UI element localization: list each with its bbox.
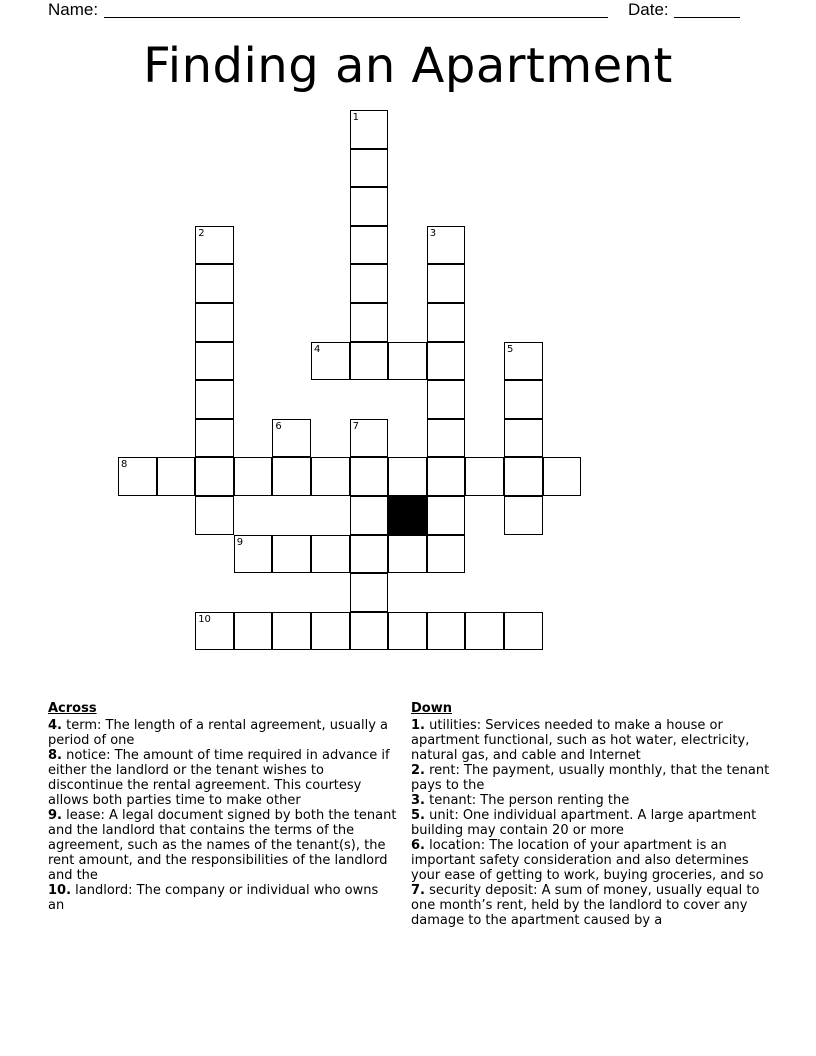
clue-text: notice: The amount of time required in advance if either the landlord or the tenant wishes to discontinue the rental agreement. This courtesy allows both parties time to make other: [48, 748, 390, 808]
clue-number: 2.: [411, 763, 425, 778]
crossword-cell[interactable]: [388, 535, 427, 574]
crossword-cell[interactable]: [350, 149, 389, 188]
crossword-cell[interactable]: [350, 342, 389, 381]
crossword-cell[interactable]: [427, 226, 466, 265]
cell-clue-number: 3: [429, 227, 437, 239]
cell-clue-number: 2: [198, 227, 205, 239]
crossword-cell[interactable]: [350, 110, 389, 149]
crossword-black-cell: [388, 496, 427, 535]
clue-text: lease: A legal document signed by both the tenant and the landlord that contains the terms of the agreement, such as the names of the tenant(s), the rent amount, and the responsibilities of the landlord and the: [48, 808, 397, 883]
crossword-cell[interactable]: [311, 612, 350, 651]
clue-number: 3.: [411, 793, 425, 808]
date-label: Date:: [628, 0, 669, 19]
crossword-cell[interactable]: [157, 457, 196, 496]
crossword-cell[interactable]: [195, 342, 234, 381]
across-clues: [48, 700, 398, 913]
down-clue: [411, 763, 773, 793]
crossword-cell[interactable]: [465, 457, 504, 496]
crossword-cell[interactable]: [311, 535, 350, 574]
crossword-cell[interactable]: [350, 496, 389, 535]
across-clue: [48, 883, 398, 913]
crossword-cell[interactable]: [311, 457, 350, 496]
crossword-cell[interactable]: [427, 535, 466, 574]
crossword-cell[interactable]: [427, 380, 466, 419]
crossword-cell[interactable]: [388, 342, 427, 381]
crossword-cell[interactable]: [195, 496, 234, 535]
crossword-cell[interactable]: [272, 612, 311, 651]
crossword-cell[interactable]: [427, 264, 466, 303]
crossword-cell[interactable]: [195, 264, 234, 303]
crossword-cell[interactable]: [427, 496, 466, 535]
across-clue: [48, 808, 398, 883]
clue-number: 9.: [48, 808, 62, 823]
crossword-cell[interactable]: [504, 496, 543, 535]
crossword-cell[interactable]: [350, 573, 389, 612]
clue-number: 4.: [48, 718, 62, 733]
across-heading: Across: [48, 701, 97, 716]
crossword-cell[interactable]: [195, 380, 234, 419]
crossword-cell[interactable]: [504, 612, 543, 651]
crossword-cell[interactable]: [427, 303, 466, 342]
crossword-cell[interactable]: [427, 457, 466, 496]
clue-number: 8.: [48, 748, 62, 763]
clue-text: utilities: Services needed to make a house or apartment functional, such as hot water, electricity, natural gas, and cable and Internet: [411, 718, 750, 763]
crossword-cell[interactable]: [388, 612, 427, 651]
crossword-cell[interactable]: [504, 457, 543, 496]
clue-text: tenant: The person renting the: [429, 793, 630, 808]
cell-clue-number: 1: [352, 112, 359, 123]
clue-number: 1.: [411, 718, 425, 733]
crossword-cell[interactable]: [427, 419, 466, 458]
crossword-cell[interactable]: [350, 535, 389, 574]
cell-clue-number: 6: [275, 420, 282, 432]
crossword-cell[interactable]: [543, 457, 582, 496]
down-clue: [411, 808, 773, 838]
crossword-cell[interactable]: [272, 457, 311, 496]
crossword-cell[interactable]: [350, 264, 389, 303]
crossword-cell[interactable]: [350, 226, 389, 265]
clue-number: 10.: [48, 883, 72, 898]
down-clue: [411, 718, 773, 763]
across-clue: [48, 748, 398, 808]
across-clue: [48, 718, 398, 748]
crossword-cell[interactable]: [427, 612, 466, 651]
crossword-cell[interactable]: [427, 342, 466, 381]
crossword-cell[interactable]: [272, 535, 311, 574]
crossword-cell[interactable]: [465, 612, 504, 651]
crossword-cell[interactable]: [234, 457, 273, 496]
clue-text: term: The length of a rental agreement, usually a period of one: [48, 718, 389, 748]
cell-clue-number: 4: [314, 343, 321, 355]
crossword-cell[interactable]: [195, 612, 234, 651]
crossword-cell[interactable]: [234, 612, 273, 651]
clue-number: 5.: [411, 808, 425, 823]
crossword-cell[interactable]: [234, 535, 273, 574]
clue-text: rent: The payment, usually monthly, that the tenant pays to the: [411, 763, 770, 793]
clue-number: 7.: [411, 883, 425, 898]
cell-clue-number: 10: [198, 613, 211, 625]
cell-clue-number: 7: [352, 420, 359, 432]
crossword-cell[interactable]: [195, 226, 234, 265]
page-title: Finding an Apartment: [143, 38, 673, 94]
crossword-cell[interactable]: [350, 419, 389, 458]
clue-text: unit: One individual apartment. A large apartment building may contain 20 or more: [411, 808, 757, 838]
clue-text: landlord: The company or individual who owns an: [48, 883, 379, 913]
crossword-cell[interactable]: [504, 380, 543, 419]
crossword-cell[interactable]: [350, 303, 389, 342]
clue-number: 6.: [411, 838, 425, 853]
crossword-cell[interactable]: [504, 342, 543, 381]
crossword-cell[interactable]: [195, 419, 234, 458]
clue-text: location: The location of your apartment is an important safety consideration and also determines your ease of getting to work, buying groceries, and so: [411, 838, 764, 883]
down-clue: [411, 838, 773, 883]
cell-clue-number: 8: [121, 459, 128, 471]
down-clue: [411, 883, 773, 928]
crossword-cell[interactable]: [118, 457, 157, 496]
crossword-cell[interactable]: [350, 612, 389, 651]
down-heading: Down: [411, 701, 452, 716]
crossword-cell[interactable]: [350, 457, 389, 496]
crossword-cell[interactable]: [388, 457, 427, 496]
crossword-cell[interactable]: [195, 457, 234, 496]
cell-clue-number: 9: [236, 536, 244, 548]
down-clues: [411, 700, 773, 928]
name-label: Name:: [48, 0, 99, 19]
crossword-cell[interactable]: [195, 303, 234, 342]
cell-clue-number: 5: [507, 343, 514, 355]
crossword-cell[interactable]: [504, 419, 543, 458]
clue-text: security deposit: A sum of money, usually equal to one month’s rent, held by the landlord to cover any damage to the apartment caused by a: [411, 883, 760, 928]
crossword-cell[interactable]: [272, 419, 311, 458]
down-clue: [411, 793, 773, 808]
crossword-cell[interactable]: [350, 187, 389, 226]
crossword-cell[interactable]: [311, 342, 350, 381]
